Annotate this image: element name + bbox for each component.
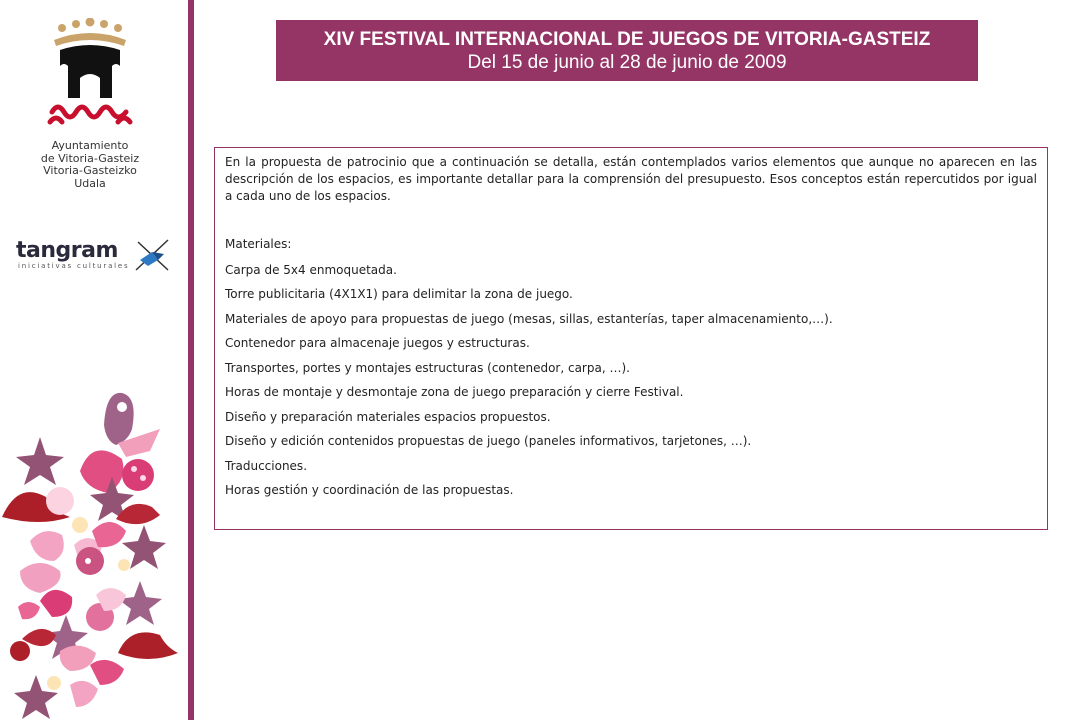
header-banner — [276, 20, 978, 81]
list-item: Transportes, portes y montajes estructuras (contenedor, carpa, …). — [225, 360, 630, 375]
intro-paragraph: En la propuesta de patrocinio que a continuación se detalla, están contemplados varios elementos que aunque no aparecen en las descripción de los espacios, es importante detallar para la comprensión del presupuesto. Esos conceptos están repercutidos por igual a cada uno de los espacios. — [225, 155, 1037, 203]
city-logo-line: de Vitoria-Gasteiz — [40, 151, 140, 165]
page-title: XIV FESTIVAL INTERNACIONAL DE JUEGOS DE VITORIA-GASTEIZ — [323, 29, 931, 50]
tangram-logo-tagline: iniciativas culturales — [18, 262, 130, 270]
list-item: Diseño y edición contenidos propuestas de juego (paneles informativos, tarjetones, …). — [225, 434, 752, 448]
city-logo-line: Udala — [74, 176, 106, 190]
list-item: Torre publicitaria (4X1X1) para delimitar la zona de juego. — [225, 287, 573, 301]
city-crest-logo — [40, 18, 140, 130]
list-item: Carpa de 5x4 enmoquetada. — [225, 262, 397, 277]
game-pieces-illustration — [0, 385, 186, 720]
page-subtitle-dates: Del 15 de junio al 28 de junio de 2009 — [467, 52, 787, 73]
sidebar — [0, 0, 188, 720]
list-item: Contenedor para almacenaje juegos y estructuras. — [225, 336, 530, 350]
tangram-logo — [14, 238, 174, 278]
city-logo-line: Vitoria-Gasteizko — [43, 164, 137, 177]
city-council-name — [20, 140, 160, 190]
tangram-mark-icon — [134, 238, 170, 272]
list-item: Materiales de apoyo para propuestas de juego (mesas, sillas, estanterías, taper almacenamiento,…). — [225, 311, 833, 326]
list-item: Horas de montaje y desmontaje zona de juego preparación y cierre Festival. — [225, 385, 684, 399]
sponsorship-details-box — [214, 147, 1048, 530]
city-logo-line: Ayuntamiento — [51, 139, 129, 152]
list-item: Horas gestión y coordinación de las propuestas. — [225, 483, 514, 497]
sidebar-divider — [188, 0, 194, 720]
list-item: Diseño y preparación materiales espacios propuestos. — [225, 409, 551, 424]
materials-list — [225, 262, 1037, 499]
list-item: Traducciones. — [225, 458, 308, 473]
tangram-logo-word: tangram — [16, 238, 118, 263]
materials-heading: Materiales: — [225, 237, 292, 251]
